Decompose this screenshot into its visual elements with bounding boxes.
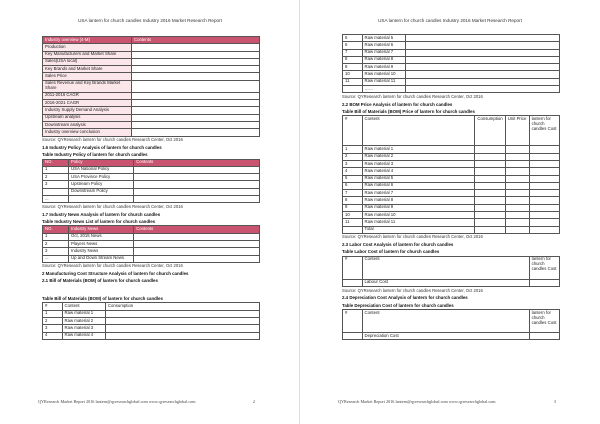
table-cell [475,226,505,233]
table-cell [131,129,259,136]
table-header: # [343,256,363,279]
table-row [43,44,260,51]
table-row [343,56,560,63]
table-row [343,86,560,93]
table-row [43,107,260,114]
table-cell: 3 [43,248,69,255]
table-cell [529,153,559,160]
table-cell [343,226,363,233]
table-cell: 4 [343,168,363,175]
table-row [43,58,260,65]
table-cell: ... [43,255,69,262]
table-row [343,204,560,211]
table-caption: Table Labor Cost of lantern for church candles [342,249,440,255]
table-row [343,35,560,42]
table-cell [131,107,259,114]
table-cell: Raw material 5 [362,175,475,182]
table-cell [343,333,363,340]
table-cell [475,197,505,204]
table-cell: Total [362,226,475,233]
table-cell: Production [43,44,132,51]
table-cell [134,166,260,173]
table-cell: Raw material 4 [362,168,475,175]
table-cell [529,190,559,197]
table-cell [475,175,505,182]
table-cell [505,212,529,219]
table-caption: Table Industry News List of lantern for church candles [42,218,156,224]
table-row [43,51,260,58]
page-footer [338,400,556,405]
table-cell [43,188,69,195]
table-header: # [343,116,363,146]
section-heading: 2 Manufacturing Cost Structure Analysis of lantern for church candles [42,271,189,277]
table-cell: 8 [343,56,363,63]
table-row [43,332,260,339]
table-header: Content [62,303,105,310]
source-note: Source: QYResearch lantern for church candles Research Center, Oct 2016 [42,137,183,143]
table-cell [134,248,260,255]
table-cell [505,146,529,153]
table-cell [131,114,259,121]
table-cell [529,175,559,182]
table-cell: 2 [343,153,363,160]
table-cell: Raw material 2 [362,153,475,160]
table-cell [105,325,259,332]
table-cell [131,58,259,65]
section-heading: 2.1 Bill of Materials (BOM) of lantern for church candles [42,278,158,284]
table-header: lantern for church candles Cost [529,256,559,279]
table-cell: Raw material 6 [362,182,475,189]
section-heading: 1.6 Industry Policy Analysis of lantern for church candles [42,144,162,150]
table-cell: Raw material 9 [362,204,475,211]
table-cell [475,190,505,197]
table-cell: Labour Cost [362,279,529,286]
table-cell: 10 [343,212,363,219]
table-cell [131,100,259,107]
table-cell: 1 [343,146,363,153]
table-cell: Raw material 11 [362,78,405,85]
table-header: Policy [69,159,134,166]
table-cell [105,332,259,339]
table-cell: Oct, 2015 News [69,233,134,240]
table-cell [475,153,505,160]
table-row [43,92,260,99]
table-cell [529,197,559,204]
table-cell: 5 [343,175,363,182]
page-header: USA lantern for church candles Industry 2016 Market Research Report [378,18,522,23]
table-cell: Raw material 5 [362,35,405,42]
table-row [43,255,260,262]
table-row [43,310,260,317]
source-note: Source: QYResearch lantern for church candles Research Center, Oct 2016 [42,203,183,209]
table-cell [405,86,559,93]
bom-table-continued [342,34,560,93]
table-row [43,181,260,188]
page-right [300,0,600,424]
table-header: # [43,303,63,310]
table-row [43,240,260,247]
table-cell: Raw material 6 [362,42,405,49]
table-header: lantern for church candles Cost [529,116,559,146]
section-heading: 2.2 BOM Price Analysis of lantern for church candles [342,101,453,107]
table-row [43,80,260,92]
table-cell: Upstream Policy [69,181,134,188]
table-row [343,78,560,85]
table-cell: Raw material 8 [362,56,405,63]
table-header: Content [362,256,529,279]
table-cell: Sales Price [43,73,132,80]
table-cell [529,226,559,233]
page-content [42,36,260,340]
table-caption: Table Industry Policy of lantern for church candles [42,152,148,158]
table-cell [105,310,259,317]
table-cell [505,182,529,189]
table-cell [131,122,259,129]
table-cell: 3 [43,181,69,188]
table-row [343,42,560,49]
table-row [343,168,560,175]
table-header: Consumption [105,303,259,310]
table-row [343,146,560,153]
table-cell [505,168,529,175]
industry-news-table [42,225,260,262]
table-cell: Industry Supply Demand Analysis [43,107,132,114]
table-header: NO. [43,159,69,166]
page-number: 2 [252,399,255,405]
table-cell: Players News [69,240,134,247]
table-cell [529,204,559,211]
table-cell [529,212,559,219]
table-cell: Raw material 10 [362,212,475,219]
section-heading: 1.7 Industry News Analysis of lantern for church candles [42,211,161,217]
table-cell: 9 [343,204,363,211]
table-cell [405,56,559,63]
table-cell: 6 [343,182,363,189]
table-cell [475,212,505,219]
table-cell: Downstream analysis [43,122,132,129]
table-header: Contents [131,37,259,44]
table-cell: Key Brands and Market Share [43,66,132,73]
bom-price-table [342,115,560,234]
table-row [43,114,260,121]
table-row [343,226,560,233]
table-cell [405,42,559,49]
table-row [343,197,560,204]
table-cell [529,146,559,153]
table-cell: 7 [343,190,363,197]
table-cell: 8 [343,197,363,204]
source-note: Source: QYResearch lantern for church candles Research Center, Oct 2016 [342,287,483,293]
table-cell: 1 [43,310,63,317]
table-row [343,71,560,78]
table-cell: 2 [43,174,69,181]
industry-policy-table [42,159,260,204]
section-heading: 2.4 Depreciation Cost Analysis of lantern for church candles [342,295,468,301]
table-cell [505,226,529,233]
table-cell [405,71,559,78]
table-cell [529,160,559,167]
table-cell: Industry News [69,248,134,255]
page-header: USA lantern for church candles Industry 2016 Market Research Report [78,18,222,23]
page-content [342,34,560,340]
table-cell: Raw material 11 [362,219,475,226]
table-cell [131,73,259,80]
table-cell: 4 [43,332,63,339]
table-cell [475,146,505,153]
table-row [343,153,560,160]
table-cell [505,153,529,160]
table-cell: 5 [343,35,363,42]
table-row [343,212,560,219]
table-cell: USA Province Policy [69,174,134,181]
table-row [343,160,560,167]
table-cell [134,240,260,247]
table-cell: Raw material 1 [362,146,475,153]
table-cell [343,86,363,93]
table-row [343,219,560,226]
table-cell: 3 [343,160,363,167]
table-cell: Raw material 3 [362,160,475,167]
table-caption: Table Bill of Materials (BOM) of lantern for church candles [42,295,163,301]
table-cell: 10 [343,71,363,78]
table-cell: ... [43,196,69,203]
table-cell: 11 [343,78,363,85]
table-cell [131,44,259,51]
page-footer [38,400,255,405]
table-cell [529,219,559,226]
table-row [343,64,560,71]
table-cell: Sales(USA local) [43,58,132,65]
table-cell [475,168,505,175]
table-row [43,188,260,195]
table-cell [343,279,363,286]
table-row [343,190,560,197]
source-note: Source: QYResearch lantern for church candles Research Center, Oct 2016 [342,93,483,99]
table-cell [505,204,529,211]
table-cell: Up and Down Stream News [69,255,134,262]
table-row [43,100,260,107]
table-cell [475,219,505,226]
table-cell: 1 [43,233,69,240]
table-cell [131,80,259,92]
table-cell: USA National Policy [69,166,134,173]
table-header: Industry News [69,226,134,233]
footer-text: QYResearch Market Report 2016 lantern@qyresearchglobal.com www.qyresearchglobal.com [338,399,496,405]
table-header: Unit Price [505,116,529,146]
table-cell: Key Manufacturers and Market Share [43,51,132,58]
table-cell [131,51,259,58]
footer-text: QYResearch Market Report 2016 lantern@qyresearchglobal.com www.qyresearchglobal.com [38,399,196,405]
table-header: # [343,310,363,333]
table-cell: Raw material 9 [362,64,405,71]
table-cell: Raw material 1 [62,310,105,317]
table-cell [405,35,559,42]
table-cell [505,219,529,226]
table-cell [134,196,260,203]
table-cell [131,66,259,73]
table-cell: 3 [43,325,63,332]
table-cell [405,78,559,85]
table-cell: Upstream analysis [43,114,132,121]
table-cell [134,181,260,188]
table-cell: 1 [43,166,69,173]
table-cell: Raw material 8 [362,197,475,204]
section-heading: 2.3 Labor Cost Analysis of lantern for church candles [342,242,454,248]
table-cell: 2016-2021 CAGR [43,100,132,107]
table-row [43,248,260,255]
table-cell [529,168,559,175]
labor-cost-table [342,256,560,287]
table-cell [505,160,529,167]
table-cell [475,182,505,189]
table-row [343,182,560,189]
table-cell [505,175,529,182]
table-cell: 6 [343,42,363,49]
table-caption: Table Depreciation Cost of lantern for church candles [342,302,454,308]
table-row [43,122,260,129]
table-row [43,174,260,181]
table-cell: Depreciation Cost [362,333,529,340]
table-row [43,325,260,332]
page-number: 3 [553,399,556,405]
table-cell [475,160,505,167]
source-note: Source: QYResearch lantern for church candles Research Center, Oct 2016 [342,234,483,240]
table-row [43,129,260,136]
table-row [43,196,260,203]
table-cell: 7 [343,49,363,56]
table-row [43,166,260,173]
table-cell [105,317,259,324]
table-header: Industry overview (4-M) [43,37,132,44]
table-header: Contents [134,226,260,233]
table-cell: Downstream Policy [69,188,134,195]
table-cell [134,188,260,195]
table-cell [475,204,505,211]
table-cell: Raw material 7 [362,49,405,56]
table-cell [505,190,529,197]
table-header: Content [362,310,529,333]
depreciation-cost-table [342,309,560,340]
table-row [343,49,560,56]
table-cell: Industry overview conclusion [43,129,132,136]
bom-table [42,302,260,339]
table-row [43,66,260,73]
table-cell [529,333,559,340]
table-cell [131,92,259,99]
table-cell [134,233,260,240]
table-header: Content [362,116,475,146]
table-cell: Sales Revenue and Key Brands Market Share [43,80,132,92]
table-cell [405,49,559,56]
table-caption: Table Bill of Materials (BOM) Price of lantern for church candles [342,108,475,114]
table-header: lantern for church candles Cost [529,310,559,333]
table-header: Consumption [475,116,505,146]
table-cell: 2011-2016 CAGR [43,92,132,99]
table-cell [134,174,260,181]
table-cell [505,197,529,204]
table-cell: Raw material 3 [62,325,105,332]
table-row [343,175,560,182]
table-cell: 11 [343,219,363,226]
table-cell [405,64,559,71]
table-cell: Raw material 10 [362,71,405,78]
table-cell: 9 [343,64,363,71]
table-row [43,73,260,80]
table-cell [69,196,134,203]
table-cell: 2 [43,240,69,247]
table-cell: 2 [43,317,63,324]
table-row [43,317,260,324]
table-cell: Raw material 4 [62,332,105,339]
table-row [43,233,260,240]
table-cell: Raw material 7 [362,190,475,197]
table-cell [134,255,260,262]
table-cell [529,182,559,189]
table-header: Contents [134,159,260,166]
industry-overview-table [42,36,260,137]
table-cell: …… [362,86,405,93]
table-cell: Raw material 2 [62,317,105,324]
source-note: Source: QYResearch lantern for church candles Research Center, Oct 2016 [42,263,183,269]
table-header: NO. [43,226,69,233]
table-cell [529,279,559,286]
